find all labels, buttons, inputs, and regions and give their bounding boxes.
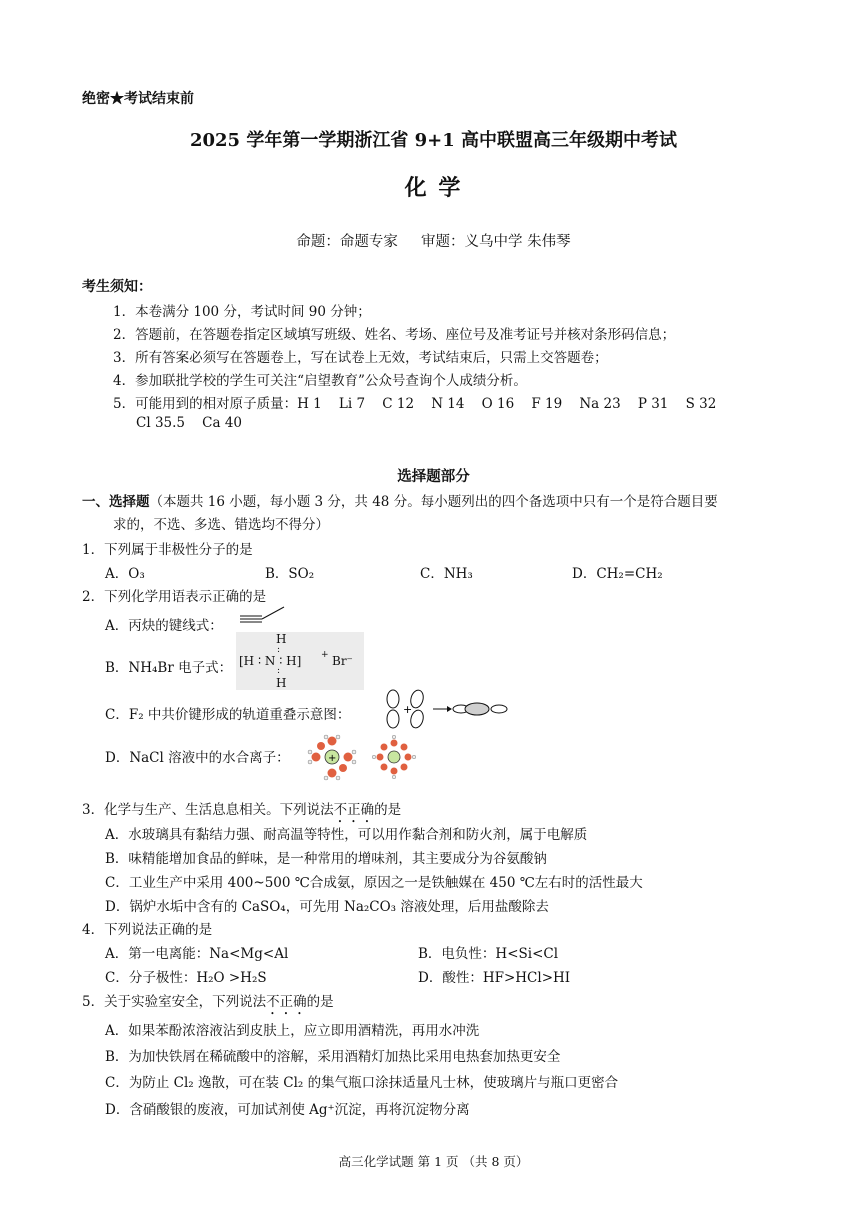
h-top: H: [276, 632, 287, 646]
nh4br-electron-formula: [236, 632, 364, 690]
q2-stem: 2．下列化学用语表示正确的是: [82, 589, 267, 605]
section-desc-cont: 求的，不选、多选、错选均不得分）: [113, 517, 329, 533]
secret-label: 绝密★考试结束前: [82, 91, 194, 107]
nh4-row: [H ∶ N ∶ H]: [239, 654, 302, 668]
h-bottom: H: [276, 676, 287, 690]
q5-option-c: C．为防止 Cl₂ 逸散，可在装 Cl₂ 的集气瓶口涂抹适量凡士林，使玻璃片与瓶口更密合: [105, 1075, 619, 1091]
subject-title: 化 学: [404, 175, 463, 201]
q1-option-b: B．SO₂: [265, 566, 315, 582]
q4-stem: 4．下列说法正确的是: [82, 922, 213, 938]
hydrated-ions-diagram: [302, 732, 422, 782]
q5-stem: [82, 990, 334, 1018]
q3-stem-end: 的是: [374, 802, 402, 818]
q1-option-a: A．O₃: [105, 566, 145, 582]
orbital-overlap-diagram: [381, 688, 513, 730]
q5-stem-end: 的是: [306, 994, 334, 1010]
q3-option-a: A．水玻璃具有黏结力强、耐高温等特性，可以用作黏合剂和防火剂，属于电解质: [105, 827, 588, 843]
notice-item: 5．可能用到的相对原子质量：H 1 Li 7 C 12 N 14 O 16 F 19 Na 23 P 31 S 32: [113, 396, 717, 412]
notice-heading: 考生须知：: [82, 279, 152, 295]
svg-text:+: +: [403, 703, 413, 716]
q2-option-a: A．丙炔的键线式：: [105, 618, 223, 634]
q3-option-c: C．工业生产中采用 400~500 ℃合成氨，原因之一是铁触媒在 450 ℃左右时的活性最大: [105, 875, 643, 891]
section-desc: （本题共 16 小题，每小题 3 分，共 48 分。每小题列出的四个备选项中只有一个是符合题目要: [149, 494, 718, 510]
hydrated-cation: [308, 735, 356, 780]
q5-option-b: B．为加快铁屑在稀硫酸中的溶解，采用酒精灯加热比采用电热套加热更安全: [105, 1049, 561, 1065]
section-heading-line: [82, 490, 718, 510]
q5-option-a: A．如果苯酚浓溶液沾到皮肤上，应立即用酒精洗，再用水冲洗: [105, 1023, 480, 1039]
bromide-ion: Br⁻: [332, 654, 353, 668]
notice-item: 2．答题前，在答题卷指定区域填写班级、姓名、考场、座位号及准考证号并核对条形码信息；: [113, 327, 676, 343]
section-heading: 一、选择题: [82, 494, 150, 510]
q2-option-c: C．F₂ 中共价键形成的轨道重叠示意图：: [105, 707, 351, 723]
notice-item: 3．所有答案必须写在答题卷上，写在试卷上无效，考试结束后，只需上交答题卷；: [113, 350, 608, 366]
q3-stem: [82, 798, 401, 826]
q5-stem-text: 5．关于实验室安全，下列说法: [82, 994, 267, 1010]
q1-stem: 1．下列属于非极性分子的是: [82, 542, 253, 558]
q3-option-d: D．锅炉水垢中含有的 CaSO₄，可先用 Na₂CO₃ 溶液处理，后用盐酸除去: [105, 899, 549, 915]
section-title: 选择题部分: [397, 468, 470, 485]
notice-item: Cl 35.5 Ca 40: [136, 415, 243, 431]
exam-title: 2025 学年第一学期浙江省 9+1 高中联盟高三年级期中考试: [189, 130, 678, 151]
q3-stem-text: 3．化学与生产、生活息息相关。下列说法: [82, 802, 334, 818]
colon-bottom: :: [277, 666, 281, 676]
notice-item: 1．本卷满分 100 分，考试时间 90 分钟；: [113, 304, 371, 320]
q4-option-b: B．电负性：H<Si<Cl: [418, 946, 559, 962]
q5-emphasis: 不正确: [266, 994, 307, 1010]
authors-line: 命题：命题专家 审题：义乌中学 朱伟琴: [296, 234, 571, 250]
plus-charge: +: [321, 650, 329, 660]
q3-option-b: B．味精能增加食品的鲜味，是一种常用的增味剂，其主要成分为谷氨酸钠: [105, 851, 547, 867]
q2-option-b: B．NH₄Br 电子式：: [105, 660, 233, 676]
svg-text:+: +: [328, 753, 337, 764]
q4-option-c: C．分子极性：H₂O >H₂S: [105, 970, 267, 986]
page-footer: 高三化学试题 第 1 页 （共 8 页）: [338, 1154, 529, 1169]
q2-option-d: D．NaCl 溶液中的水合离子：: [105, 750, 290, 766]
q3-emphasis: 不正确: [333, 802, 375, 818]
notice-item: 4．参加联批学校的学生可关注“启望教育”公众号查询个人成绩分析。: [113, 373, 527, 389]
hydrated-anion: [372, 735, 416, 779]
q5-option-d: D．含硝酸银的废液，可加试剂使 Ag⁺沉淀，再将沉淀物分离: [105, 1102, 470, 1118]
q1-option-d: D．CH₂=CH₂: [572, 566, 663, 582]
q4-option-a: A．第一电离能：Na<Mg<Al: [105, 946, 289, 962]
colon-top: :: [277, 645, 281, 655]
q1-option-c: C．NH₃: [420, 566, 473, 582]
q4-option-d: D．酸性：HF>HCl>HI: [418, 970, 571, 986]
propyne-skeletal-diagram: [238, 604, 288, 626]
